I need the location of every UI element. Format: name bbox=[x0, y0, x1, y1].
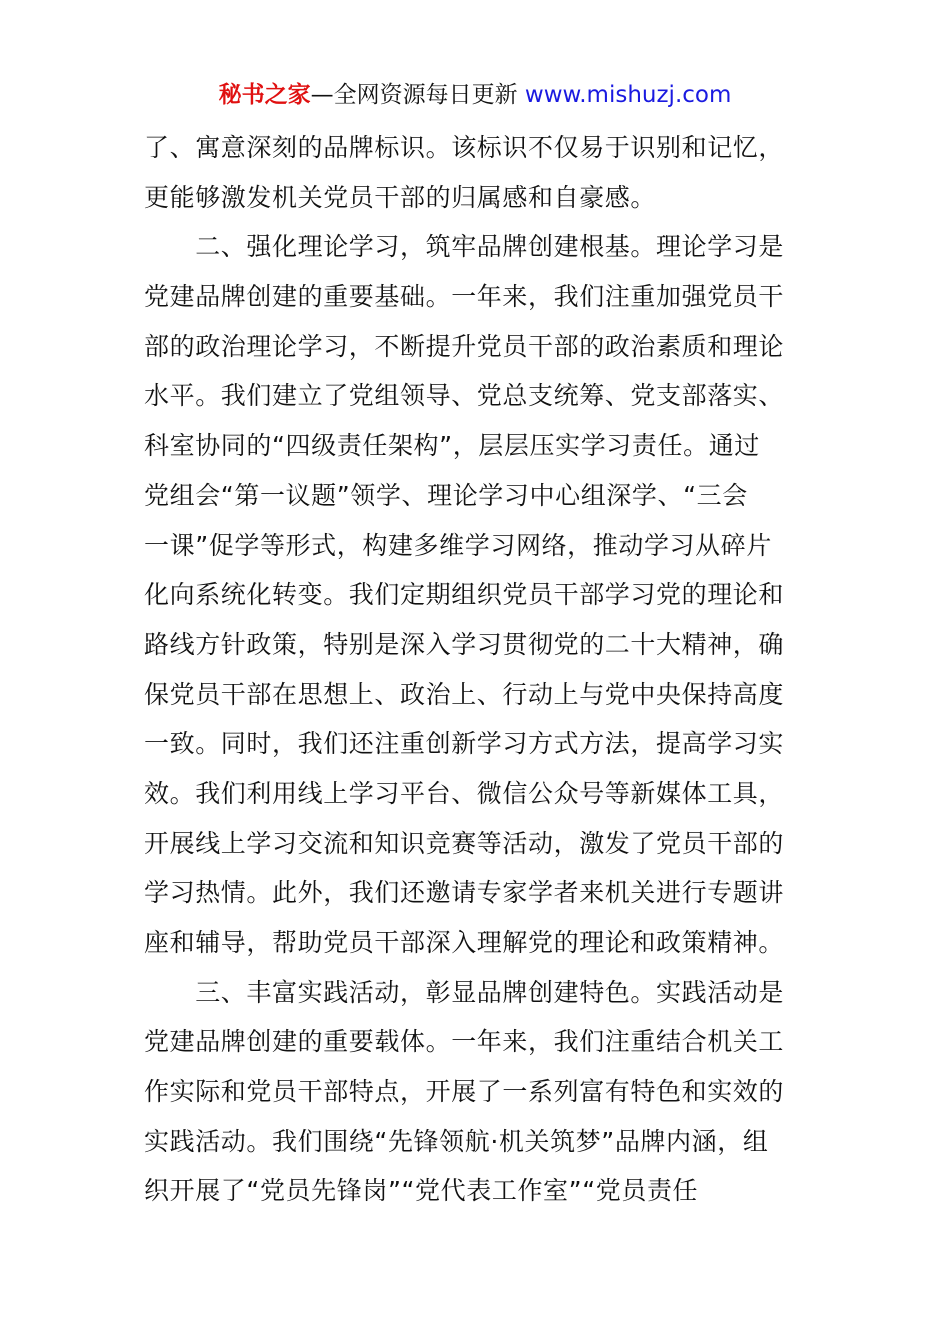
text-line: 实践活动。我们围绕“先锋领航·机关筑梦”品牌内涵，组 bbox=[144, 1126, 769, 1156]
text-line: 科室协同的“四级责任架构”，层层压实学习责任。通过 bbox=[144, 431, 760, 461]
text-line: 了、寓意深刻的品牌标识。该标识不仅易于识别和记忆， bbox=[144, 133, 785, 162]
text-line: 更能够激发机关党员干部的归属感和自豪感。 bbox=[144, 182, 657, 212]
text-line: 党建品牌创建的重要基础。一年来，我们注重加强党员干 bbox=[144, 282, 785, 312]
document-body bbox=[144, 123, 824, 1216]
text-line: 保党员干部在思想上、政治上、行动上与党中央保持高度 bbox=[144, 679, 785, 709]
text-line: 织开展了“党员先锋岗”“党代表工作室”“党员责任 bbox=[144, 1176, 699, 1206]
text-line: 部的政治理论学习，不断提升党员干部的政治素质和理论 bbox=[144, 331, 785, 361]
text-line: 一致。同时，我们还注重创新学习方式方法，提高学习实 bbox=[144, 729, 785, 759]
header-tagline: —全网资源每日更新 bbox=[310, 82, 518, 108]
text-line: 开展线上学习交流和知识竞赛等活动，激发了党员干部的 bbox=[144, 828, 785, 858]
text-line: 路线方针政策，特别是深入学习贯彻党的二十大精神，确 bbox=[144, 629, 785, 659]
section-heading-line: 三、丰富实践活动，彰显品牌创建特色。实践活动是 bbox=[144, 977, 785, 1007]
site-header bbox=[0, 80, 950, 110]
text-line: 水平。我们建立了党组领导、党总支统筹、党支部落实、 bbox=[144, 381, 785, 411]
text-line: 效。我们利用线上学习平台、微信公众号等新媒体工具， bbox=[144, 778, 785, 808]
text-line: 学习热情。此外，我们还邀请专家学者来机关进行专题讲 bbox=[144, 878, 785, 908]
text-line: 一课”促学等形式，构建多维学习网络，推动学习从碎片 bbox=[144, 530, 772, 560]
text-line: 座和辅导，帮助党员干部深入理解党的理论和政策精神。 bbox=[144, 928, 785, 957]
text-line: 党建品牌创建的重要载体。一年来，我们注重结合机关工 bbox=[144, 1027, 785, 1057]
brand-name: 秘书之家 bbox=[218, 82, 311, 108]
section-heading-line: 二、强化理论学习，筑牢品牌创建根基。理论学习是 bbox=[144, 232, 785, 262]
text-line: 化向系统化转变。我们定期组织党员干部学习党的理论和 bbox=[144, 580, 785, 610]
text-line: 党组会“第一议题”领学、理论学习中心组深学、“三会 bbox=[144, 480, 748, 510]
text-line: 作实际和党员干部特点，开展了一系列富有特色和实效的 bbox=[144, 1077, 785, 1107]
site-url[interactable]: www.mishuzj.com bbox=[524, 82, 732, 108]
